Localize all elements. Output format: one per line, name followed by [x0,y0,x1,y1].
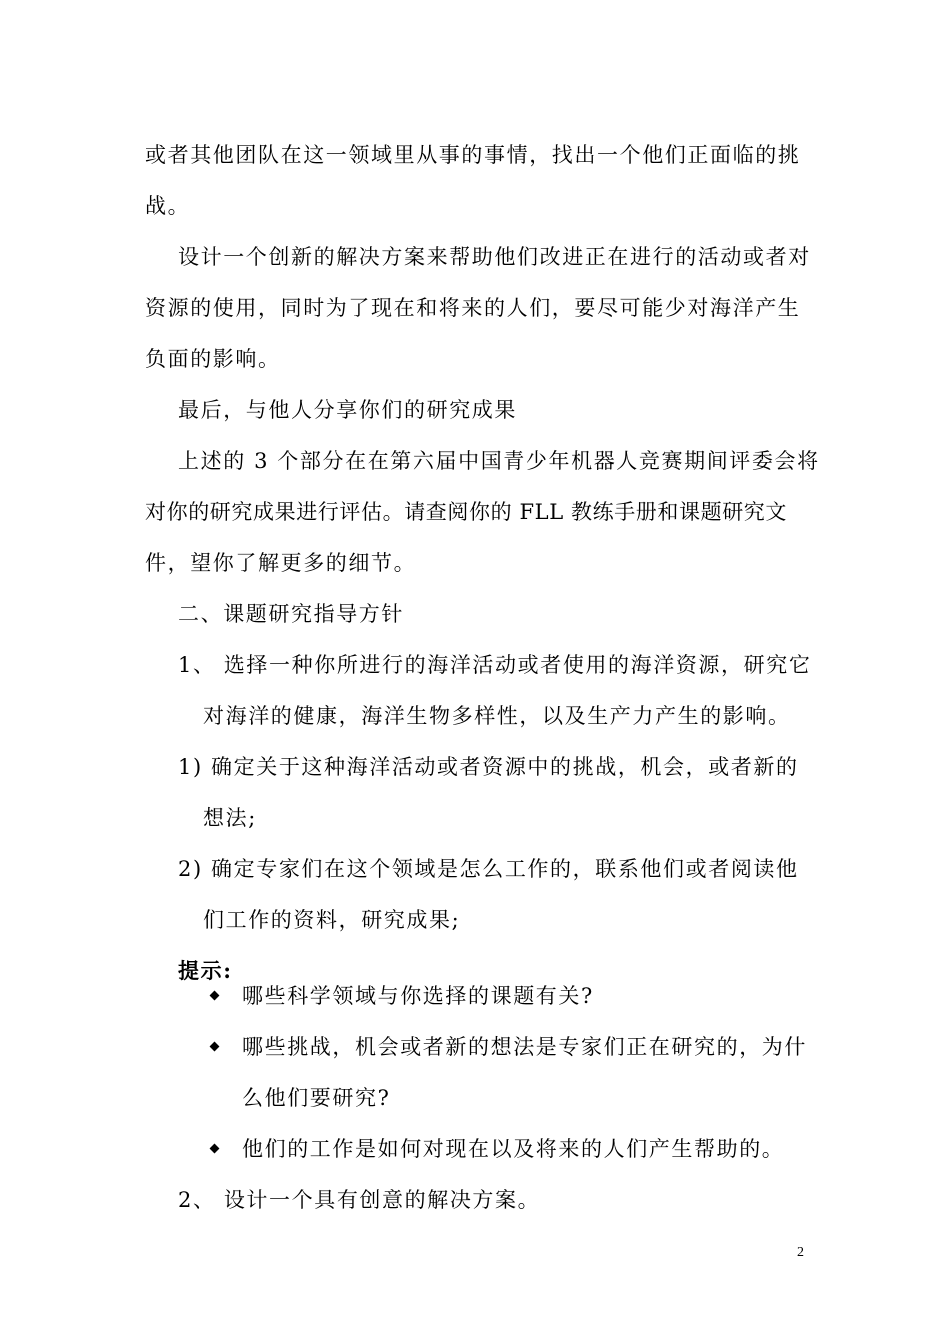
paragraph-line: 上述的 3 个部分在在第六届中国青少年机器人竞赛期间评委会将 [178,449,820,473]
diamond-bullet-icon [210,991,220,1001]
numbered-item-continuation: 对海洋的健康，海洋生物多样性，以及生产力产生的影响。 [203,704,791,728]
bullet-item: 哪些科学领域与你选择的课题有关? [242,984,594,1008]
paragraph-line: 对你的研究成果进行评估。请查阅你的 FLL 教练手册和课题研究文 [145,500,788,524]
sub-item: 1) 确定关于这种海洋活动或者资源中的挑战，机会，或者新的 [178,755,799,779]
paragraph-line: 最后，与他人分享你们的研究成果 [178,398,517,422]
numbered-item: 2、 设计一个具有创意的解决方案。 [178,1188,541,1212]
sub-item: 2) 确定专家们在这个领域是怎么工作的，联系他们或者阅读他 [178,857,799,881]
paragraph-line: 设计一个创新的解决方案来帮助他们改进正在进行的活动或者对 [178,245,811,269]
paragraph-line: 负面的影响。 [145,347,281,371]
paragraph-line: 资源的使用，同时为了现在和将来的人们，要尽可能少对海洋产生 [145,296,801,320]
diamond-bullet-icon [210,1042,220,1052]
hint-heading: 提示: [178,958,233,983]
paragraph-line: 件，望你了解更多的细节。 [145,551,417,575]
sub-item-continuation: 们工作的资料，研究成果; [203,908,461,932]
sub-item-continuation: 想法; [203,806,257,830]
numbered-item: 1、 选择一种你所进行的海洋活动或者使用的海洋资源，研究它 [178,653,812,677]
page-number: 2 [797,1245,804,1260]
bullet-item: 哪些挑战，机会或者新的想法是专家们正在研究的，为什 [242,1035,807,1059]
diamond-bullet-icon [210,1144,220,1154]
section-heading: 二、课题研究指导方针 [178,602,404,626]
paragraph-line: 战。 [145,194,191,218]
bullet-item-continuation: 么他们要研究? [242,1086,391,1110]
paragraph-line: 或者其他团队在这一领域里从事的事情，找出一个他们正面临的挑 [145,143,801,167]
bullet-item: 他们的工作是如何对现在以及将来的人们产生帮助的。 [242,1137,785,1161]
